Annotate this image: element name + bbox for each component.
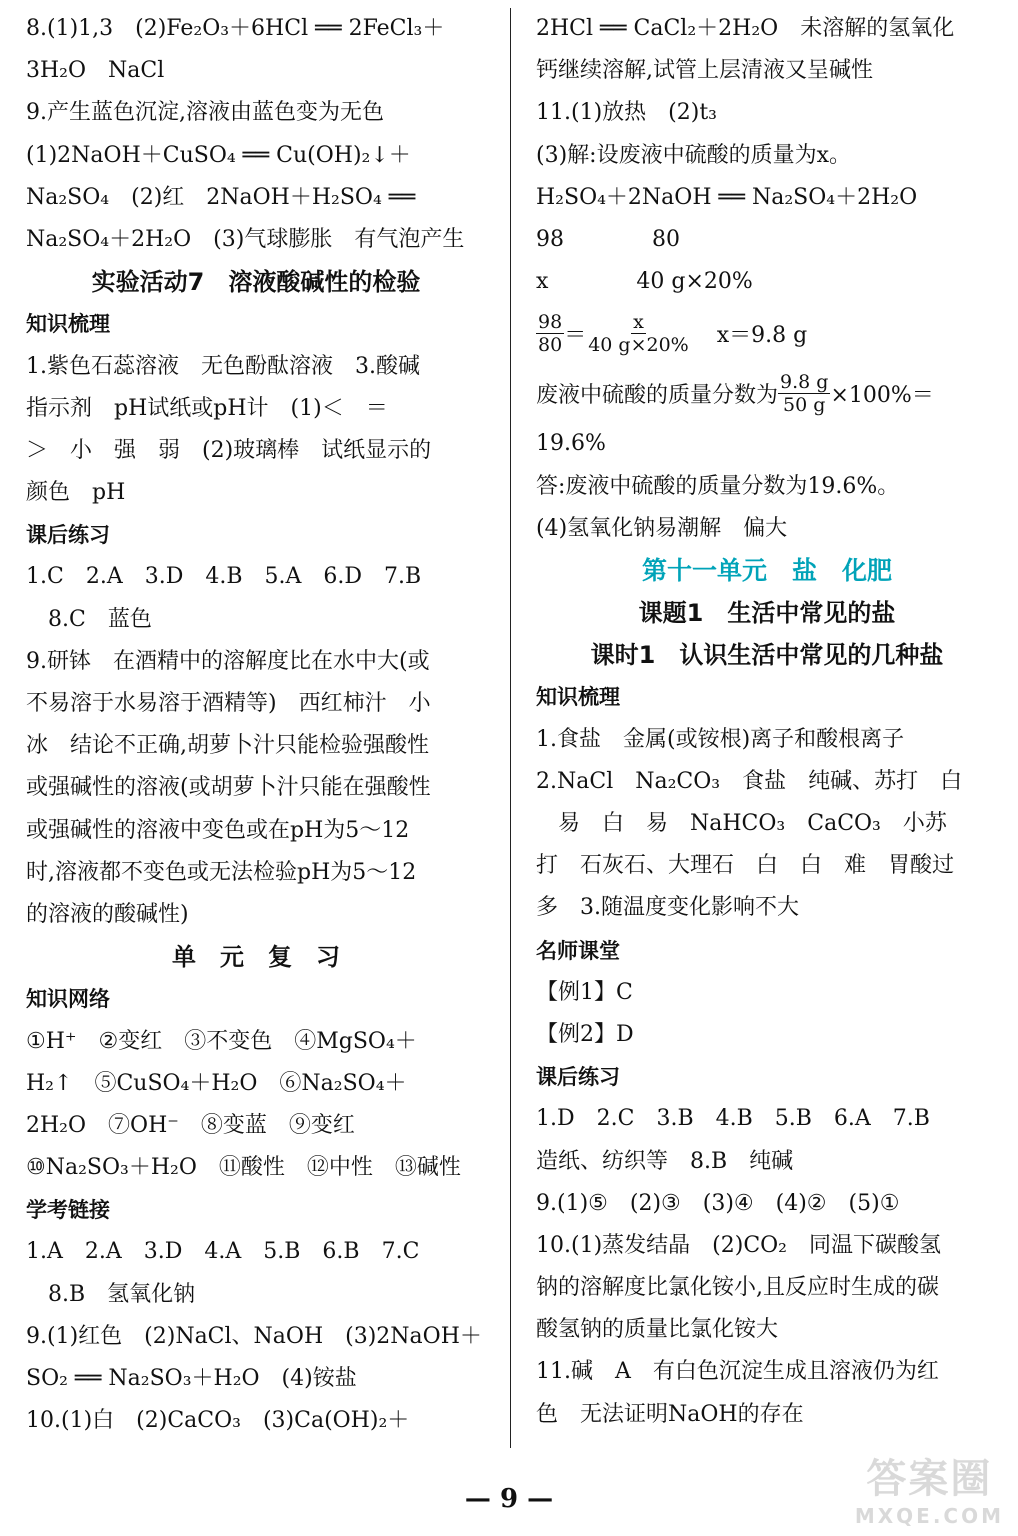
text-line: Na₂SO₄ (2)红 2NaOH＋H₂SO₄ ══ bbox=[26, 184, 416, 210]
text-line: 9.(1)红色 (2)NaCl、NaOH (3)2NaOH＋ bbox=[26, 1323, 482, 1349]
text-line: 10.(1)蒸发结晶 (2)CO₂ 同温下碳酸氢 bbox=[536, 1232, 942, 1258]
text-line: ①H⁺ ②变红 ③不变色 ④MgSO₄＋ bbox=[26, 1028, 417, 1054]
text-line: 【例2】D bbox=[536, 1021, 634, 1047]
section-heading: 课后练习 bbox=[26, 523, 110, 548]
section-heading: 名师课堂 bbox=[536, 938, 620, 963]
text-line: 10.(1)白 (2)CaCO₃ (3)Ca(OH)₂＋ bbox=[26, 1408, 410, 1434]
text-line: SO₂ ══ Na₂SO₃＋H₂O (4)铵盐 bbox=[26, 1366, 357, 1391]
text-line: 11.碱 A 有白色沉淀生成且溶液仍为红 bbox=[536, 1359, 939, 1385]
text-line: 不易溶于水易溶于酒精等) 西红柿汁 小 bbox=[26, 691, 431, 716]
section-title: 单 元 复 习 bbox=[172, 943, 340, 972]
text-line: 8.C 蓝色 bbox=[48, 606, 152, 632]
fraction-equation: $\frac{98}{80}$ ＝ $\frac{x}{40 g\times 20\%}$ x＝9.8 g bbox=[538, 310, 808, 356]
left-column bbox=[26, 8, 486, 1442]
text-line: 的溶液的酸碱性) bbox=[26, 901, 189, 927]
text-line: 11.(1)放热 (2)t₃ bbox=[536, 100, 717, 126]
section-title: 第十一单元 盐 化肥 bbox=[641, 555, 892, 585]
text-line: 3H₂O NaCl bbox=[26, 58, 165, 84]
watermark-logo: 答案圈 MXQE.COM bbox=[854, 1456, 1004, 1528]
text-line: x 40 g×20% bbox=[536, 269, 753, 295]
text-line: 1.A 2.A 3.D 4.A 5.B 6.B 7.C bbox=[26, 1239, 420, 1265]
text-line: 8.(1)1,3 (2)Fe₂O₃＋6HCl ══ 2FeCl₃＋ bbox=[26, 16, 445, 41]
text-line: (1)2NaOH＋CuSO₄ ══ Cu(OH)₂↓＋ bbox=[26, 142, 411, 168]
text-line: 1.紫色石蕊溶液 无色酚酞溶液 3.酸碱 bbox=[26, 353, 420, 379]
text-line: 多 3.随温度变化影响不大 bbox=[536, 895, 799, 921]
text-line: 钠的溶解度比氯化铵小,且反应时生成的碳 bbox=[536, 1275, 939, 1301]
mass-fraction-line: 废液中硫酸的质量分数为 $\frac{9.8 g}{50 g}$ ×100%＝ bbox=[536, 370, 934, 416]
text-line: H₂↑ ⑤CuSO₄＋H₂O ⑥Na₂SO₄＋ bbox=[26, 1070, 407, 1096]
text-line: (4)氢氧化钠易潮解 偏大 bbox=[536, 515, 788, 541]
page-number: — 9 — bbox=[464, 1484, 554, 1514]
text-line: 1.C 2.A 3.D 4.B 5.A 6.D 7.B bbox=[26, 564, 422, 590]
text-line: 98 80 bbox=[536, 226, 680, 252]
section-heading: 知识梳理 bbox=[26, 312, 110, 337]
section-heading: 知识网络 bbox=[26, 987, 110, 1012]
fraction: $\frac{98}{80}$ bbox=[538, 310, 563, 356]
right-column bbox=[536, 8, 998, 1436]
text-line: 打 石灰石、大理石 白 白 难 胃酸过 bbox=[536, 853, 955, 879]
text-line: 9.研钵 在酒精中的溶解度比在水中大(或 bbox=[26, 648, 430, 674]
section-heading: 学考链接 bbox=[26, 1198, 110, 1223]
text-line: Na₂SO₄＋2H₂O (3)气球膨胀 有气泡产生 bbox=[26, 226, 465, 252]
text-line: 易 白 易 NaHCO₃ CaCO₃ 小苏 bbox=[558, 811, 947, 836]
text-line: 2.NaCl Na₂CO₃ 食盐 纯碱、苏打 白 bbox=[536, 768, 963, 794]
section-title: 实验活动7 溶液酸碱性的检验 bbox=[91, 268, 421, 297]
section-title: 课时1 认识生活中常见的几种盐 bbox=[590, 641, 944, 670]
text-line: 8.B 氢氧化钠 bbox=[48, 1281, 196, 1307]
text-line: 9.(1)⑤ (2)③ (3)④ (4)② (5)① bbox=[536, 1190, 900, 1216]
text-line: 指示剂 pH试纸或pH计 (1)＜ ＝ bbox=[26, 395, 388, 421]
section-heading: 课后练习 bbox=[536, 1065, 620, 1090]
text-line: 造纸、纺织等 8.B 纯碱 bbox=[536, 1148, 794, 1174]
text-line: 时,溶液都不变色或无法检验pH为5～12 bbox=[26, 859, 417, 885]
fraction: $\frac{9.8 g}{50 g}$ bbox=[780, 370, 829, 416]
text-line: 19.6% bbox=[536, 431, 606, 457]
fraction: $\frac{x}{40 g\times 20\%}$ bbox=[588, 310, 689, 356]
text-line: 钙继续溶解,试管上层清液又呈碱性 bbox=[536, 58, 873, 84]
text-line: 1.食盐 金属(或铵根)离子和酸根离子 bbox=[536, 726, 905, 752]
text-line: 1.D 2.C 3.B 4.B 5.B 6.A 7.B bbox=[536, 1106, 930, 1132]
text-line: 冰 结论不正确,胡萝卜汁只能检验强酸性 bbox=[26, 733, 429, 759]
text-line: 答:废液中硫酸的质量分数为19.6%。 bbox=[536, 473, 900, 499]
text-line: 酸氢钠的质量比氯化铵大 bbox=[536, 1317, 779, 1343]
text-line: 2H₂O ⑦OH⁻ ⑧变蓝 ⑨变红 bbox=[26, 1112, 355, 1138]
section-title: 课题1 生活中常见的盐 bbox=[638, 599, 896, 628]
text-line: 或强碱性的溶液中变色或在pH为5～12 bbox=[26, 817, 410, 843]
text-line: 色 无法证明NaOH的存在 bbox=[536, 1401, 804, 1427]
text-line: 或强碱性的溶液(或胡萝卜汁只能在强酸性 bbox=[26, 775, 431, 801]
text-line: ⑩Na₂SO₃＋H₂O ⑪酸性 ⑫中性 ⑬碱性 bbox=[26, 1155, 461, 1181]
text-line: 【例1】C bbox=[536, 979, 633, 1005]
section-heading: 知识梳理 bbox=[536, 685, 620, 710]
text-line: H₂SO₄＋2NaOH ══ Na₂SO₄＋2H₂O bbox=[536, 184, 918, 210]
text-line: 颜色 pH bbox=[26, 480, 126, 506]
column-divider bbox=[510, 8, 511, 1448]
text-line: 2HCl ══ CaCl₂＋2H₂O 未溶解的氢氧化 bbox=[536, 16, 955, 41]
text-line: 9.产生蓝色沉淀,溶液由蓝色变为无色 bbox=[26, 100, 384, 126]
text-line: (3)解:设废液中硫酸的质量为x。 bbox=[536, 142, 851, 168]
text-line: ＞ 小 强 弱 (2)玻璃棒 试纸显示的 bbox=[26, 437, 432, 463]
